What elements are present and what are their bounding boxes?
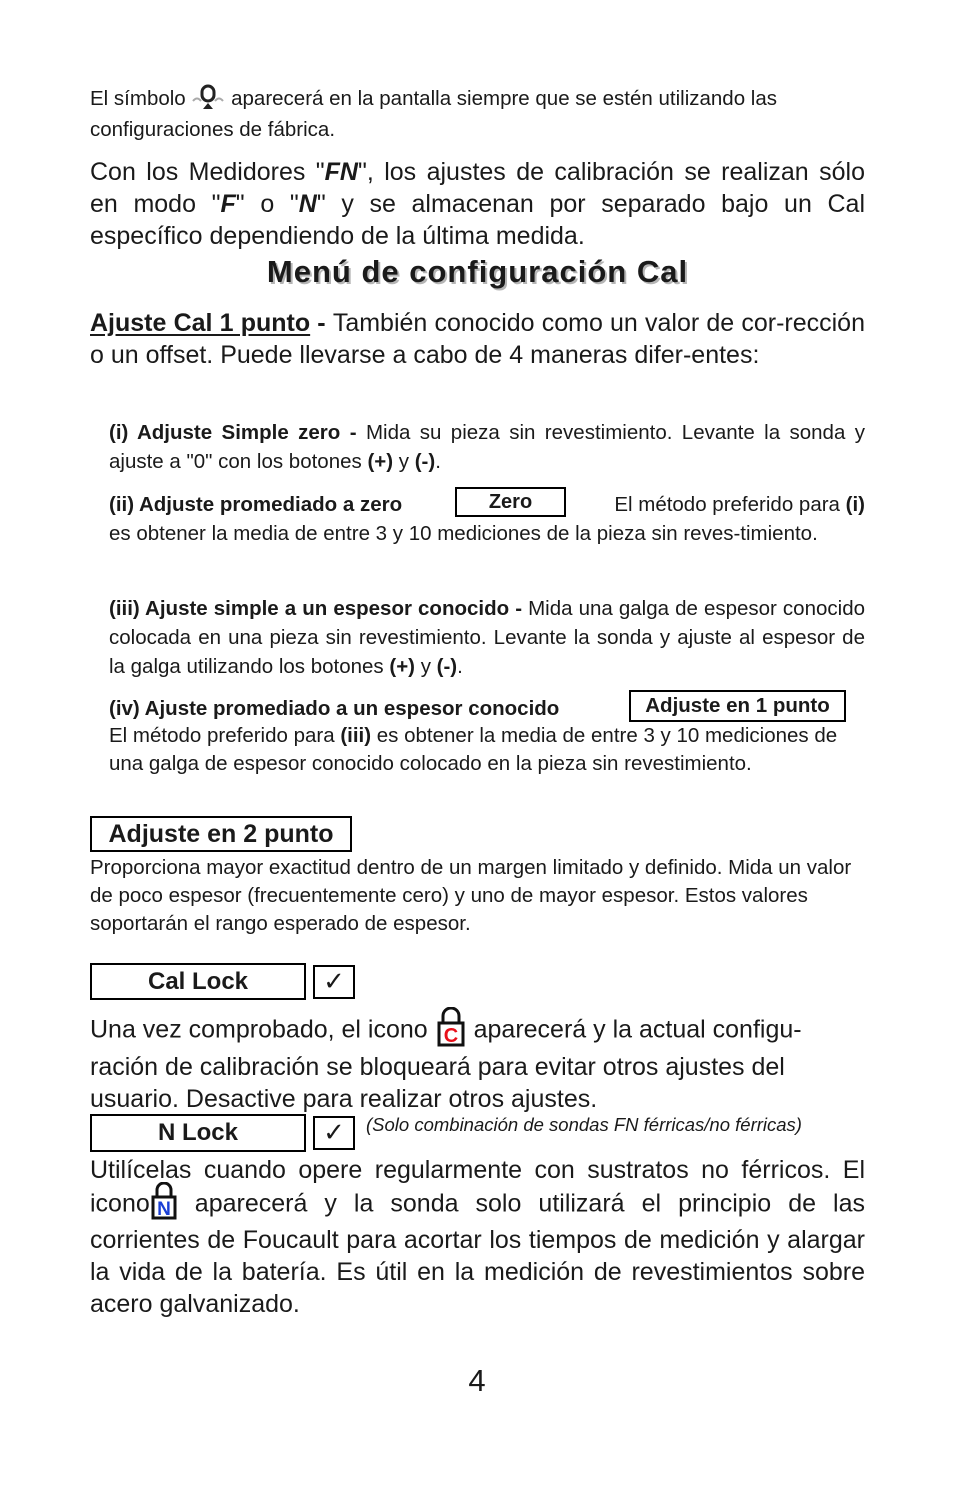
method-iv: (iv) Ajuste promediado a un espesor conocido Adjuste en 1 punto El método preferido para (iii) es obtener la media de entre 3 y 10 mediciones de una galga de espesor conocido colocado en la pieza sin revestimiento. [109, 690, 865, 778]
method-i: (i) Adjuste Simple zero - Mida su pieza sin revestimiento. Levante la sonda y ajuste a "0" con los botones (+) y (-). [109, 421, 866, 473]
zero-menu-button[interactable]: Zero [455, 487, 566, 517]
adjust-1-point-menu-button[interactable]: Adjuste en 1 punto [629, 690, 846, 722]
cal-2-point-description: Proporciona mayor exactitud dentro de un margen limitado y definido. Mida un valor de poco espesor (frecuentemente cero) y uno de mayor espesor. Estos valores soportarán el rango esperado de espesor. [90, 856, 852, 935]
page-number: 4 [468, 1363, 486, 1398]
cal-lock-menu-button[interactable]: Cal Lock [90, 963, 306, 1000]
intro-paragraph-1: El símbolo aparecerá en la pantalla siempre que se estén utilizando las configuraciones de fábrica. [90, 84, 865, 144]
page-title: Menú de configuración Cal [266, 254, 689, 289]
cal-1-point-section: Ajuste Cal 1 punto - También conocido como un valor de cor-rección o un offset. Puede llevarse a cabo de 4 maneras difer-entes: [90, 309, 865, 369]
cal-lock-icon [435, 1007, 467, 1047]
adjust-2-point-menu-button[interactable]: Adjuste en 2 punto [90, 816, 352, 852]
cal-lock-checkbox[interactable]: ✓ [313, 965, 355, 999]
n-lock-description: Utilícelas cuando opere regularmente con sustratos no férricos. El icono N aparecerá y la sonda solo utilizará el principio de las corrientes de Foucault para acortar los tiempos de medición y alargar la vida de la batería. Es útil en la medición de revestimientos sobre acero galvanizado. [90, 1156, 865, 1318]
intro-paragraph-2: Con los Medidores "FN", los ajustes de calibración se realizan sólo en modo "F" o "N" y se almacenan por separado bajo un Cal específico dependiendo de la última medida. [90, 158, 865, 250]
n-lock-menu-button[interactable]: N Lock [90, 1114, 306, 1152]
n-lock-note: (Solo combinación de sondas FN férricas/no férricas) [366, 1114, 802, 1135]
svg-text:C: C [443, 1025, 458, 1047]
cal-1-point-heading: Ajuste Cal 1 punto [90, 309, 311, 337]
method-ii: (ii) Adjuste promediado a zero Zero El método preferido para (i) es obtener la media de entre 3 y 10 mediciones de la pieza sin reves-timiento. [109, 487, 865, 548]
n-lock-icon [150, 1182, 178, 1220]
method-iii: (iii) Ajuste simple a un espesor conocido - Mida una galga de espesor conocido colocada en una pieza sin revestimiento. Levante la sonda y ajuste al espesor de la galga utilizando los botones (+) y (-). [109, 597, 865, 678]
n-lock-checkbox[interactable]: ✓ [313, 1116, 355, 1150]
factory-settings-icon [191, 83, 225, 113]
cal-lock-description: Una vez comprobado, el icono C aparecerá y la actual configu-ración de calibración se bloqueará para evitar otros ajustes del usuario. Desactive para realizar otros ajustes. [90, 1011, 865, 1115]
svg-text:N: N [156, 1199, 171, 1220]
